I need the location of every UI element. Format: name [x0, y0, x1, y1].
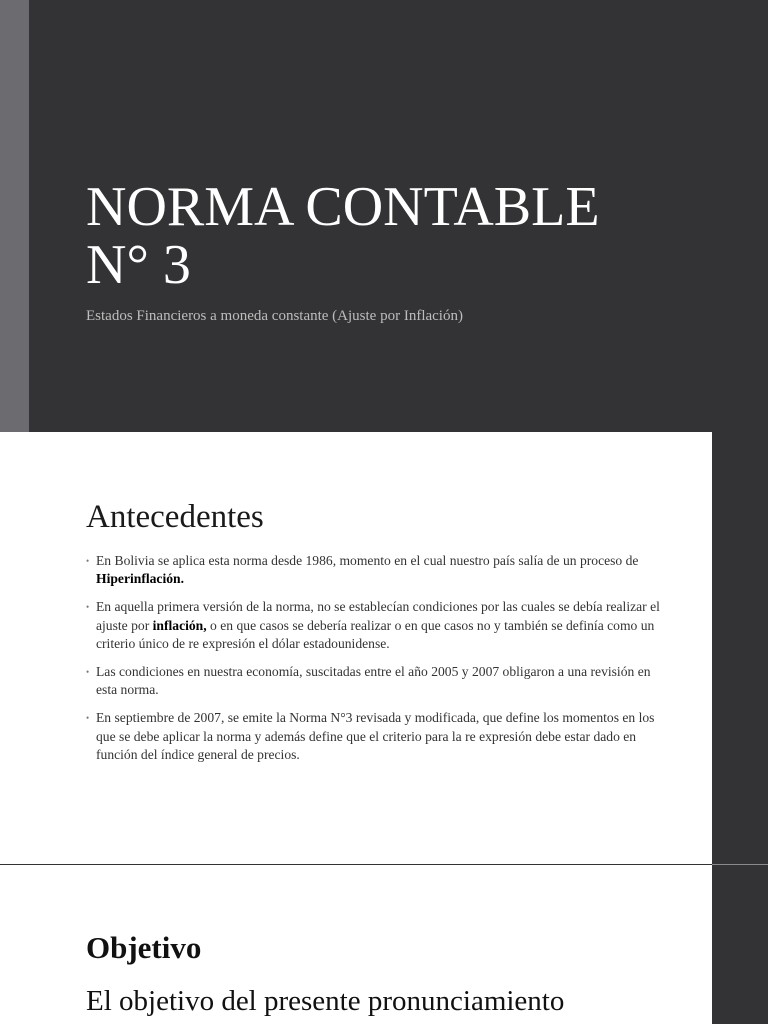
- objetivo-slide: [0, 865, 712, 1024]
- slide-title: [86, 178, 726, 294]
- bullet-icon: •: [86, 556, 90, 566]
- list-item: [86, 598, 666, 653]
- slide-body-text: El objetivo del presente pronunciamiento: [86, 985, 565, 1017]
- item-text: En aquella primera versión de la norma, no se establecían condiciones por las cuales se debía realizar el ajuste por: [96, 599, 660, 633]
- item-text: En Bolivia se aplica esta norma desde 1986, momento en el cual nuestro país salía de un proceso de: [96, 553, 639, 568]
- slide-heading: Objetivo: [86, 930, 202, 965]
- title-line-1: NORMA CONTABLE: [86, 176, 600, 238]
- bullet-icon: •: [86, 602, 90, 613]
- bullet-icon: •: [86, 667, 90, 678]
- bullet-list: [86, 552, 666, 774]
- item-bold-text: Hiperinflación.: [96, 571, 184, 587]
- slide-divider: [712, 864, 768, 865]
- title-slide: [0, 0, 768, 432]
- bullet-icon: •: [86, 713, 90, 724]
- slide-subtitle: Estados Financieros a moneda constante (Ajuste por Inflación): [86, 308, 463, 324]
- item-text: Las condiciones en nuestra economía, suscitadas entre el año 2005 y 2007 obligaron a una revisión en esta norma.: [96, 664, 651, 698]
- item-text-end: o en que casos se debería realizar o en que casos no y también se definía como un criterio único de re expresión el dólar estadounidense.: [96, 617, 655, 651]
- item-text: En septiembre de 2007, se emite la Norma N°3 revisada y modificada, que define los momentos en los que se debe aplicar la norma y además define que el criterio para la re expresión debe estar dado en función del índice general de precios.: [96, 710, 655, 762]
- list-item: [86, 709, 666, 764]
- item-bold-text: inflación,: [152, 617, 207, 633]
- list-item: [86, 663, 666, 699]
- antecedentes-slide: [0, 432, 712, 864]
- title-line-2: N° 3: [86, 234, 191, 296]
- list-item: [86, 552, 666, 588]
- slide-heading: Antecedentes: [86, 499, 264, 535]
- accent-bar: [0, 0, 29, 432]
